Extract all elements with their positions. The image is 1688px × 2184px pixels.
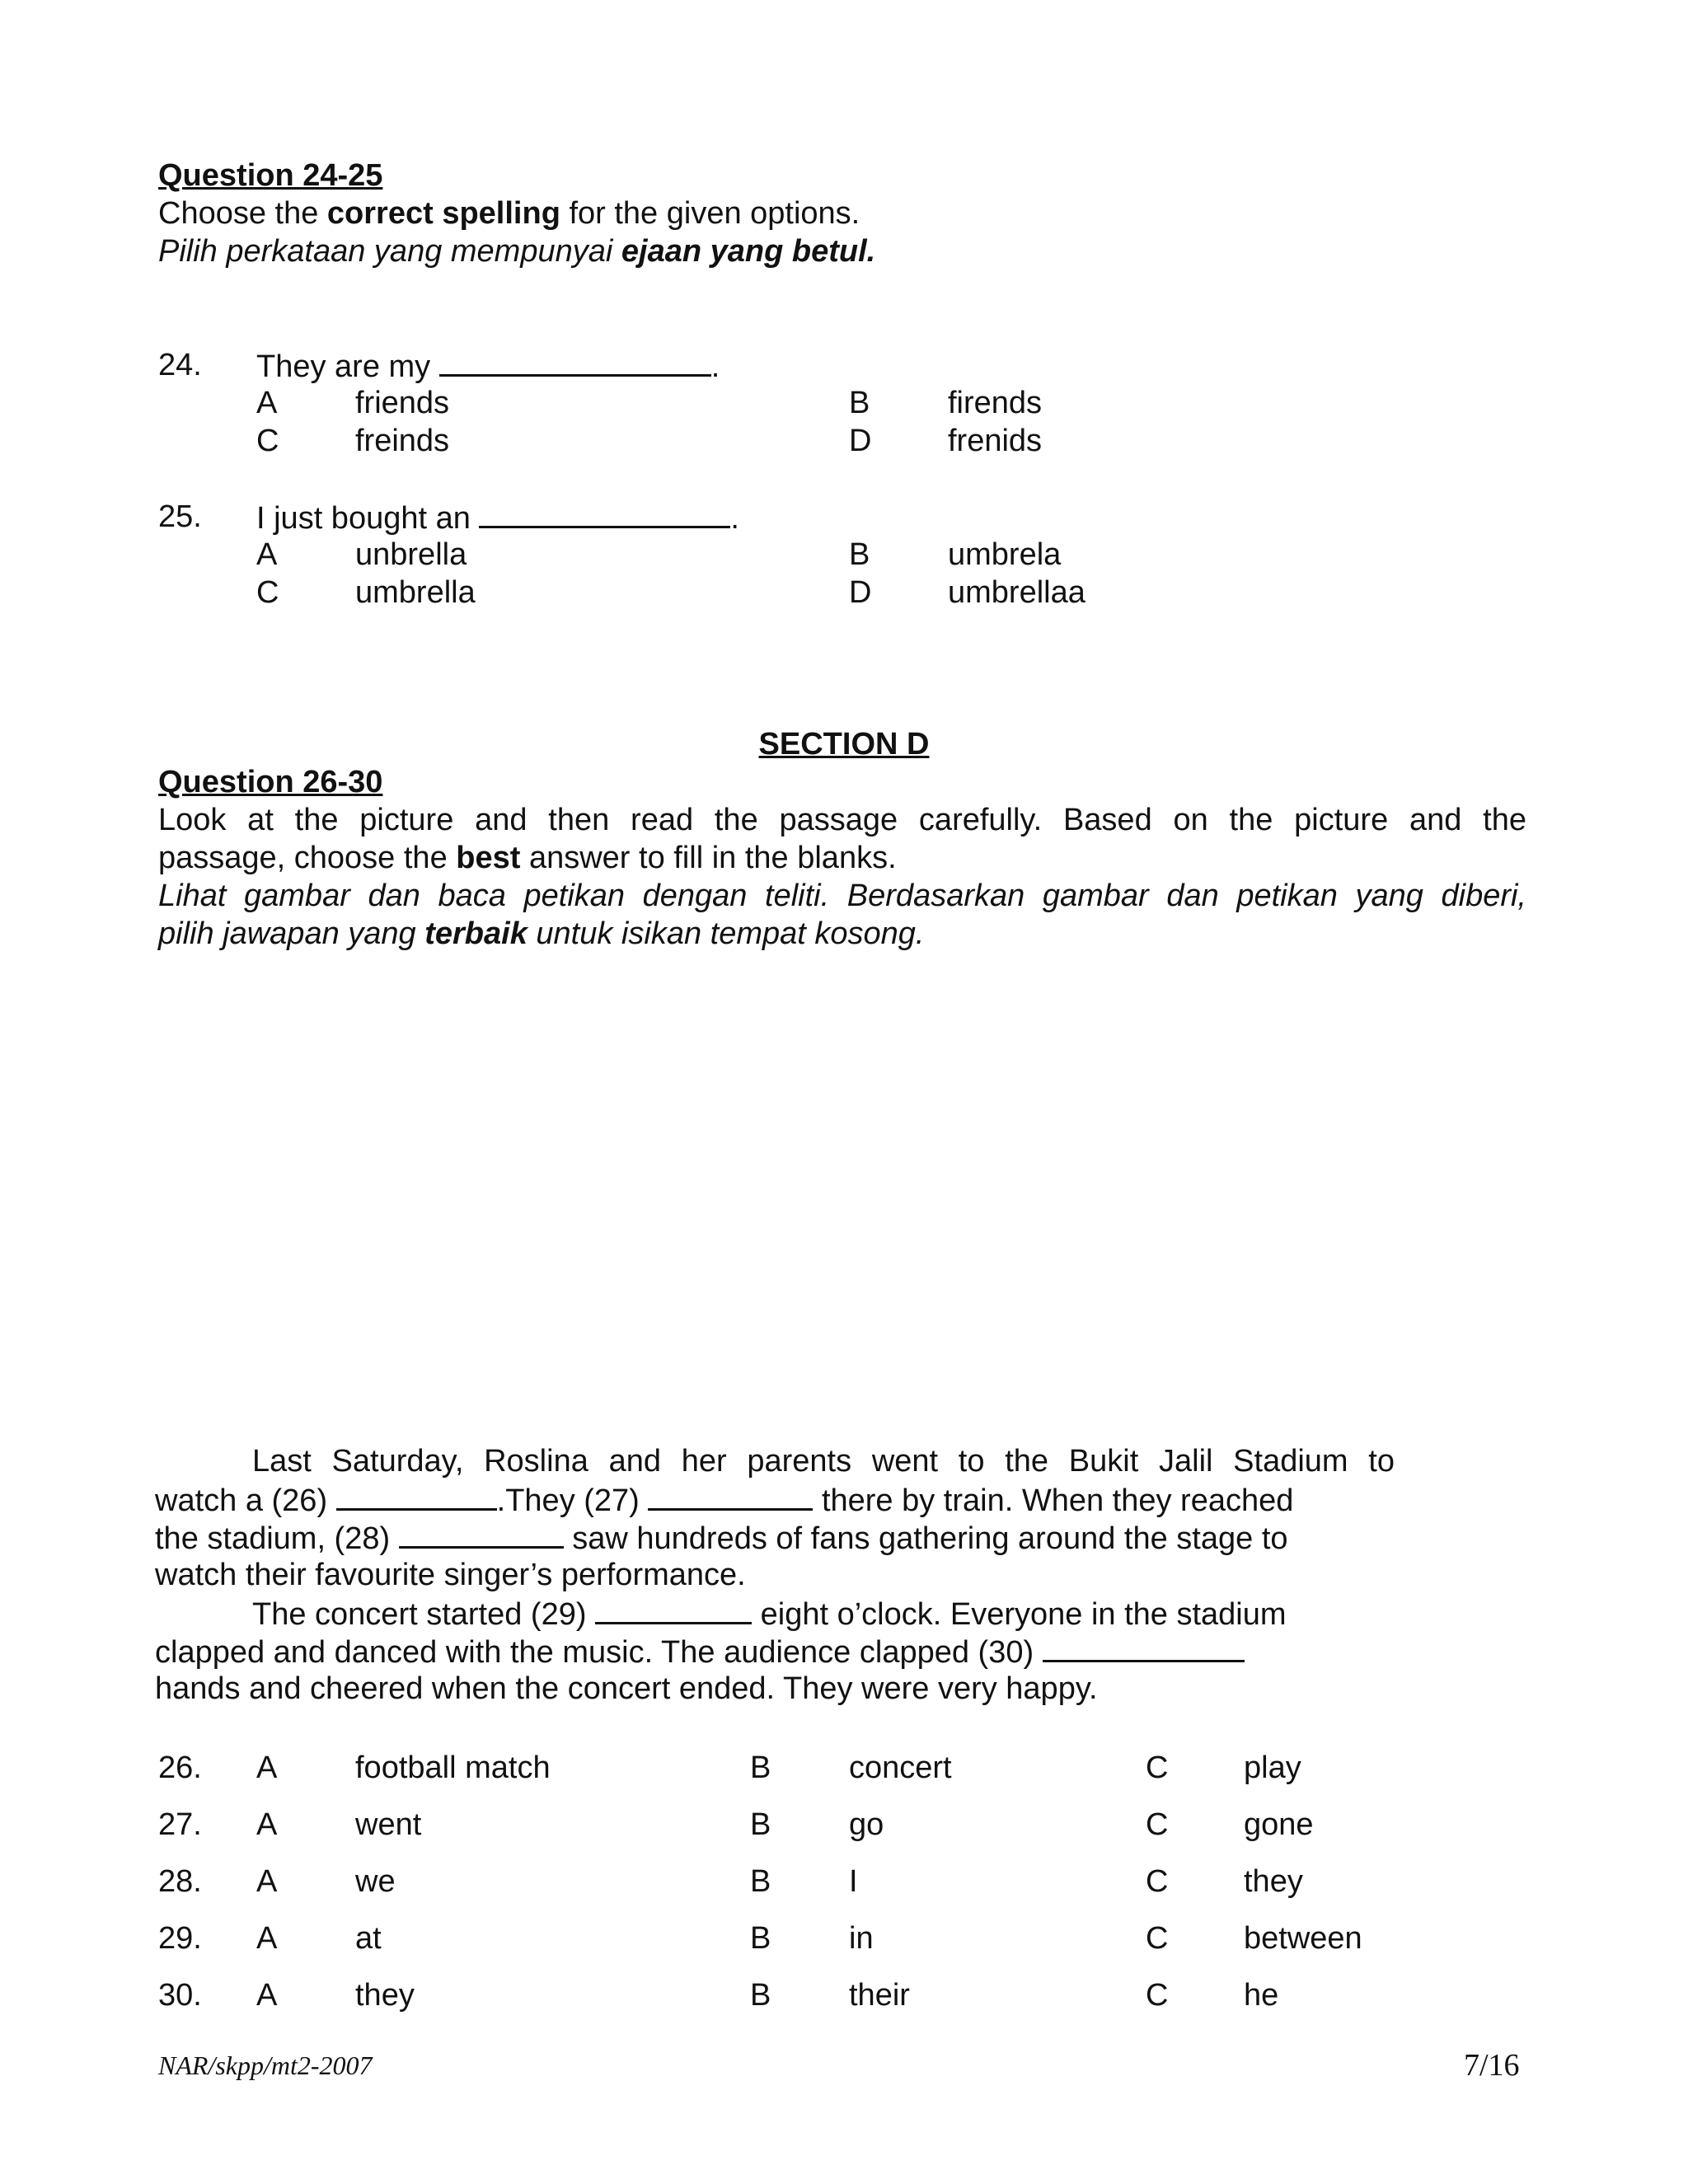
passage-text: there by train. When they reached — [813, 1483, 1294, 1518]
instruction-malay-text: Pilih perkataan yang mempunyai — [158, 234, 621, 269]
passage-blank-28 — [399, 1518, 564, 1549]
option-text: they — [355, 1978, 415, 2013]
picture-area — [158, 972, 1526, 1418]
instruction-bold: correct spelling — [326, 196, 560, 231]
option-letter: B — [750, 1978, 771, 2013]
passage-line-2 — [155, 1480, 1293, 1520]
passage-line-5 — [252, 1594, 1287, 1633]
option-text: I — [849, 1864, 858, 1899]
instruction-text: for the given options. — [560, 196, 860, 231]
option-text: freinds — [355, 424, 450, 458]
option-letter: C — [1146, 1807, 1169, 1842]
option-letter: A — [256, 1750, 278, 1785]
passage-blank-27 — [648, 1480, 813, 1511]
option-letter: A — [256, 537, 278, 572]
option-text: umbrellaa — [948, 575, 1085, 610]
option-text: concert — [849, 1750, 952, 1785]
question-26-30-heading: Question 26-30 — [158, 765, 383, 799]
question-24-stem — [256, 346, 720, 386]
section-d-instruction-malay-line2 — [158, 915, 924, 953]
passage-text: eight o’clock. Everyone in the stadium — [752, 1597, 1287, 1632]
instruction-malay-text: untuk isikan tempat kosong. — [527, 916, 925, 951]
option-letter: C — [1146, 1921, 1169, 1956]
passage-text: The concert started (29) — [252, 1597, 596, 1632]
option-letter: D — [849, 424, 872, 458]
option-text: they — [1244, 1864, 1303, 1899]
option-letter: B — [750, 1807, 771, 1842]
passage-text: .They (27) — [496, 1483, 649, 1518]
spelling-instruction — [158, 194, 860, 232]
option-letter: B — [849, 386, 870, 420]
option-text: firends — [948, 386, 1043, 420]
answer-blank — [479, 498, 730, 528]
option-text: in — [849, 1921, 874, 1956]
passage-text: saw hundreds of fans gathering around the stage to — [563, 1521, 1288, 1556]
option-text: between — [1244, 1921, 1362, 1956]
option-number: 26. — [158, 1750, 202, 1785]
option-text: play — [1244, 1750, 1301, 1785]
question-stem-text: They are my — [256, 349, 439, 384]
passage-blank-26 — [336, 1480, 497, 1511]
option-letter: C — [1146, 1750, 1169, 1785]
section-d-title: SECTION D — [758, 727, 930, 762]
option-letter: B — [750, 1864, 771, 1899]
passage-text: the stadium, (28) — [155, 1521, 399, 1556]
option-text: we — [355, 1864, 396, 1899]
instruction-text: Choose the — [158, 196, 327, 231]
question-stem-end: . — [710, 349, 720, 384]
instruction-text: passage, choose the — [158, 841, 457, 875]
option-number: 29. — [158, 1921, 202, 1956]
option-letter: C — [256, 575, 279, 610]
spelling-instruction-malay — [158, 232, 875, 270]
question-stem-text: I just bought an — [256, 501, 480, 536]
instruction-bold: best — [456, 841, 521, 875]
passage-blank-29 — [595, 1594, 752, 1624]
option-letter: D — [849, 575, 872, 610]
footer-code: NAR/skpp/mt2-2007 — [158, 2050, 373, 2080]
option-letter: A — [256, 1921, 278, 1956]
passage-text: watch a (26) — [155, 1483, 336, 1518]
option-letter: C — [1146, 1978, 1169, 2013]
option-text: umbrela — [948, 537, 1062, 572]
option-text: gone — [1244, 1807, 1314, 1842]
option-text: their — [849, 1978, 910, 2013]
option-text: umbrella — [355, 575, 476, 610]
option-text: frenids — [948, 424, 1043, 458]
question-24-25-heading: Question 24-25 — [158, 158, 383, 193]
option-text: went — [355, 1807, 422, 1842]
option-number: 30. — [158, 1978, 202, 2013]
option-letter: B — [750, 1750, 771, 1785]
instruction-malay-bold: ejaan yang betul. — [621, 234, 876, 269]
passage-text: clapped and danced with the music. The audience clapped (30) — [155, 1635, 1043, 1670]
option-text: go — [849, 1807, 884, 1842]
passage-line-4: watch their favourite singer’s performance. — [155, 1558, 746, 1592]
option-text: he — [1244, 1978, 1279, 2013]
answer-blank — [439, 346, 711, 377]
option-letter: B — [750, 1921, 771, 1956]
option-letter: C — [256, 424, 279, 458]
question-25-stem — [256, 498, 739, 537]
passage-line-3 — [155, 1518, 1288, 1558]
option-letter: A — [256, 1807, 278, 1842]
option-text: unbrella — [355, 537, 467, 572]
question-stem-end: . — [730, 501, 739, 536]
section-d-instruction-line2 — [158, 839, 897, 877]
option-text: at — [355, 1921, 382, 1956]
section-d-instruction-malay-line1: Lihat gambar dan baca petikan dengan teliti. Berdasarkan gambar dan petikan yang diberi, — [158, 879, 1526, 913]
question-25-number: 25. — [158, 499, 202, 534]
option-letter: B — [849, 537, 870, 572]
option-letter: C — [1146, 1864, 1169, 1899]
option-number: 27. — [158, 1807, 202, 1842]
passage-line-7: hands and cheered when the concert ended. They were very happy. — [155, 1671, 1098, 1706]
passage-line-1: Last Saturday, Roslina and her parents went to the Bukit Jalil Stadium to — [252, 1444, 1395, 1479]
option-letter: A — [256, 386, 278, 420]
option-letter: A — [256, 1978, 278, 2013]
passage-blank-30 — [1043, 1632, 1245, 1662]
instruction-text: answer to fill in the blanks. — [520, 841, 897, 875]
section-d-instruction-line1: Look at the picture and then read the passage carefully. Based on the picture and the — [158, 803, 1526, 837]
option-text: football match — [355, 1750, 551, 1785]
option-letter: A — [256, 1864, 278, 1899]
option-text: friends — [355, 386, 450, 420]
instruction-malay-bold: terbaik — [424, 916, 528, 951]
question-24-number: 24. — [158, 348, 202, 382]
page-number: 7/16 — [1464, 2048, 1520, 2083]
option-number: 28. — [158, 1864, 202, 1899]
instruction-malay-text: pilih jawapan yang — [158, 916, 425, 951]
passage-line-6 — [155, 1632, 1245, 1671]
